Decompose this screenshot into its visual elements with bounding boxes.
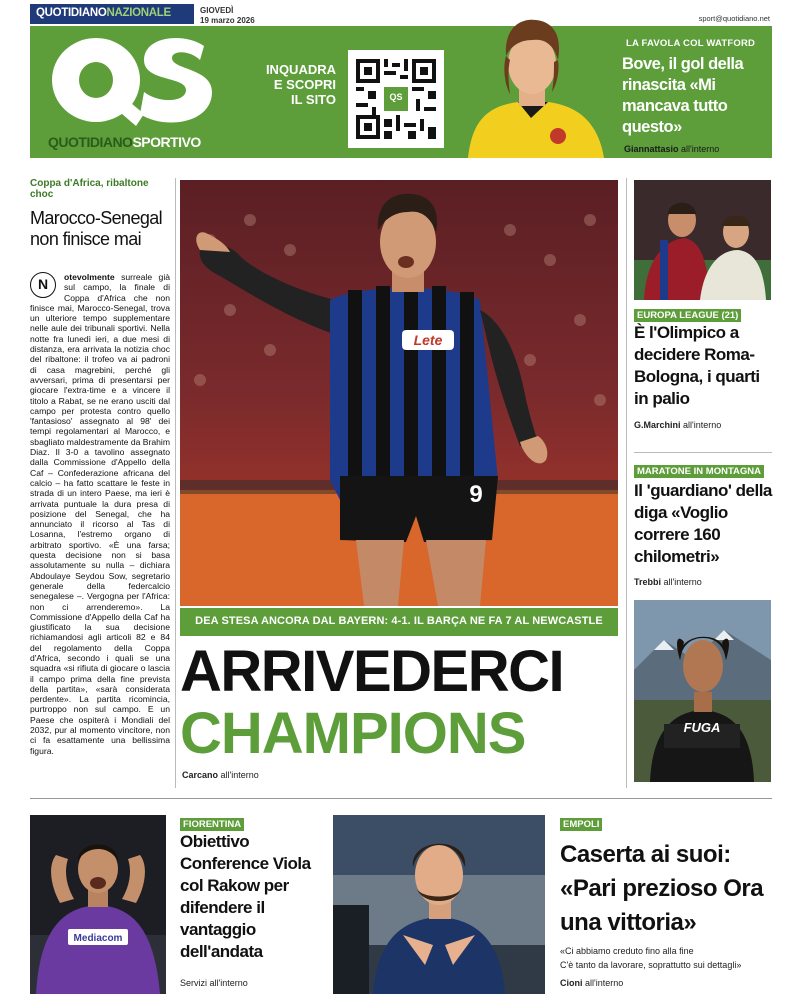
guardiano-title[interactable]: Il 'guardiano' della diga «Voglio correre 160 chilometri» — [634, 481, 772, 566]
main-author: Carcano — [182, 770, 219, 780]
main-caption: DEA STESA ANCORA DAL BAYERN: 4-1. IL BARÇA NE FA 7 AL NEWCASTLE — [195, 615, 603, 627]
network-name: QUOTIDIANO — [36, 7, 107, 19]
qr-promo-text — [256, 62, 336, 107]
qs-logo-mark — [44, 30, 214, 130]
network-bar — [30, 4, 194, 24]
main-photo — [180, 180, 618, 606]
maratone-tag — [634, 461, 764, 479]
empoli-author: Cioni — [560, 978, 583, 988]
left-title[interactable]: Marocco-Senegal non finisce mai — [30, 208, 163, 249]
subtitle-b: SPORTIVO — [132, 134, 201, 150]
bottom-rule — [30, 798, 772, 799]
fiorentina-photo — [30, 815, 166, 994]
issue-date — [200, 6, 255, 26]
empoli-byline — [560, 978, 623, 988]
promo-line2: E SCOPRI — [273, 77, 336, 92]
teaser-title[interactable]: Bove, il gol della rinascita «Mi mancava tutto questo» — [622, 55, 744, 136]
left-body: surreale già sul campo, la finale di Coppa d'Africa che non finisce mai, Marocco-Senegal, trova un ulteriore tempo supplementare nelle aule dei tribunali sportivi. Nella notte fra lunedì ieri, a due mesi di distanza, era arrivata la notizia choc del ribaltone: il trofeo va ai padroni di casa magrebini, perché gli avversari, prima di presentarsi per giocare l'extra-time e a vincere il titolo a Rabat, se ne erano usciti dal campo per protesta contro quello 'fantasioso' assegnato al 98' dei tempi regolamentari al Marocco, e sbagliato maldestramente da Brahim Diaz. Il 3-0 a tavolino assegnato dalla Commissione d'Appello della Caf – Confederazione africana del calcio – ha fatto scattare le feste in strada di un intero Paese, ma ieri è arrivata puntuale la dura presa di posizione del Senegal, che ha annunciato il ricorso al Tas di Losanna, l'estremo organo di arbitrato sportivo. «È una farsa; questa decisione non si basa assolutamente su nulla – dichiara Abdoulaye Seydou Sow, segretario generale della federcalcio senegalese –. Vergogna per l'Africa: non ci arrenderemo». La Commissione d'Appello della Caf ha giustificato la sua decisione richiamandosi agli articoli 82 e 84 del regolamento della Coppa d'Africa, secondo i quali se una squadra «si rifiuta di giocare o lascia il campo prima della fine prevista della partita», «sarà considerata perdente». La partita ricomincia, purtroppo non sul campo. E un Paese che ospiterà i Mondiali del 2032, pur al momento vincitore, non ci fa esattamente una bellissima figura. — [30, 272, 171, 756]
olimpico-author: G.Marchini — [634, 420, 681, 430]
network-suffix: NAZIONALE — [106, 7, 171, 19]
empoli-suffix: all'interno — [585, 978, 624, 988]
column-rule-right — [626, 178, 627, 788]
lead-bold: otevolmente — [64, 272, 115, 282]
empoli-title[interactable]: Caserta ai suoi: «Pari prezioso Ora una vittoria» — [560, 841, 764, 936]
teaser-author: Giannattasio — [624, 144, 679, 154]
fiorentina-tag — [180, 814, 244, 832]
olimpico-byline — [634, 420, 721, 430]
main-caption-bar — [180, 608, 618, 636]
guardiano-byline — [634, 577, 702, 587]
fiorentina-sponsor: Mediacom — [73, 933, 123, 944]
shorts-number: 9 — [469, 481, 483, 508]
teaser-byline — [624, 144, 719, 154]
main-byline — [182, 770, 259, 780]
headline-arrivederci[interactable]: ARRIVEDERCI — [180, 639, 564, 704]
left-kicker: Coppa d'Africa, ribaltone choc — [30, 178, 149, 200]
day-label: GIOVEDÌ — [200, 6, 234, 15]
masthead-band — [30, 26, 772, 158]
fiorentina-title[interactable]: Obiettivo Conference Viola col Rakow per difendere il vantaggio dell'andata — [180, 832, 311, 961]
date-label: 19 marzo 2026 — [200, 16, 255, 25]
tag-label-2: MARATONE IN MONTAGNA — [634, 465, 764, 478]
empoli-photo — [333, 815, 545, 994]
tag-label: EUROPA LEAGUE (21) — [634, 309, 741, 322]
bove-photo — [448, 10, 614, 158]
subtitle-a: QUOTIDIANO — [48, 134, 133, 150]
empoli-tag — [560, 814, 602, 832]
qr-label: QS — [389, 92, 403, 102]
teaser-kicker: LA FAVOLA COL WATFORD — [626, 38, 756, 49]
guardiano-author: Trebbi — [634, 577, 662, 587]
left-column — [30, 178, 170, 788]
column-rule-left — [175, 178, 176, 788]
fiorentina-byline: Servizi all'interno — [180, 978, 248, 988]
masthead — [30, 4, 772, 158]
olimpico-suffix: all'interno — [683, 420, 722, 430]
dropcap: N — [30, 272, 56, 298]
email-label: sport@quotidiano.net — [698, 14, 770, 23]
main-suffix: all'interno — [220, 770, 259, 780]
fiorentina-tag-label: FIORENTINA — [180, 818, 244, 831]
runner-shirt: FUGA — [683, 720, 721, 735]
shirt-sponsor: Lete — [413, 332, 443, 348]
qr-code[interactable] — [348, 50, 444, 148]
empoli-tag-label: EMPOLI — [560, 818, 602, 831]
promo-line3: IL SITO — [290, 92, 336, 107]
qs-logo — [44, 30, 214, 130]
right-divider — [634, 452, 772, 453]
left-body-block — [30, 272, 170, 756]
olimpico-title[interactable]: È l'Olimpico a decidere Roma-Bologna, i quarti in palio — [634, 323, 760, 408]
headline-champions[interactable]: CHAMPIONS — [180, 701, 526, 766]
promo-line1: INQUADRA — [265, 62, 336, 77]
empoli-quote-2: C'è tanto da lavorare, soprattutto sui dettagli» — [560, 960, 742, 970]
teaser-suffix: all'interno — [681, 144, 720, 154]
europa-league-tag — [634, 305, 741, 323]
roma-bologna-photo — [634, 180, 771, 300]
logo-subtitle — [48, 134, 201, 150]
guardiano-suffix: all'interno — [663, 577, 702, 587]
empoli-quote-1: «Ci abbiamo creduto fino alla fine — [560, 946, 694, 956]
runner-photo — [634, 600, 771, 782]
empoli-quote — [560, 944, 775, 972]
